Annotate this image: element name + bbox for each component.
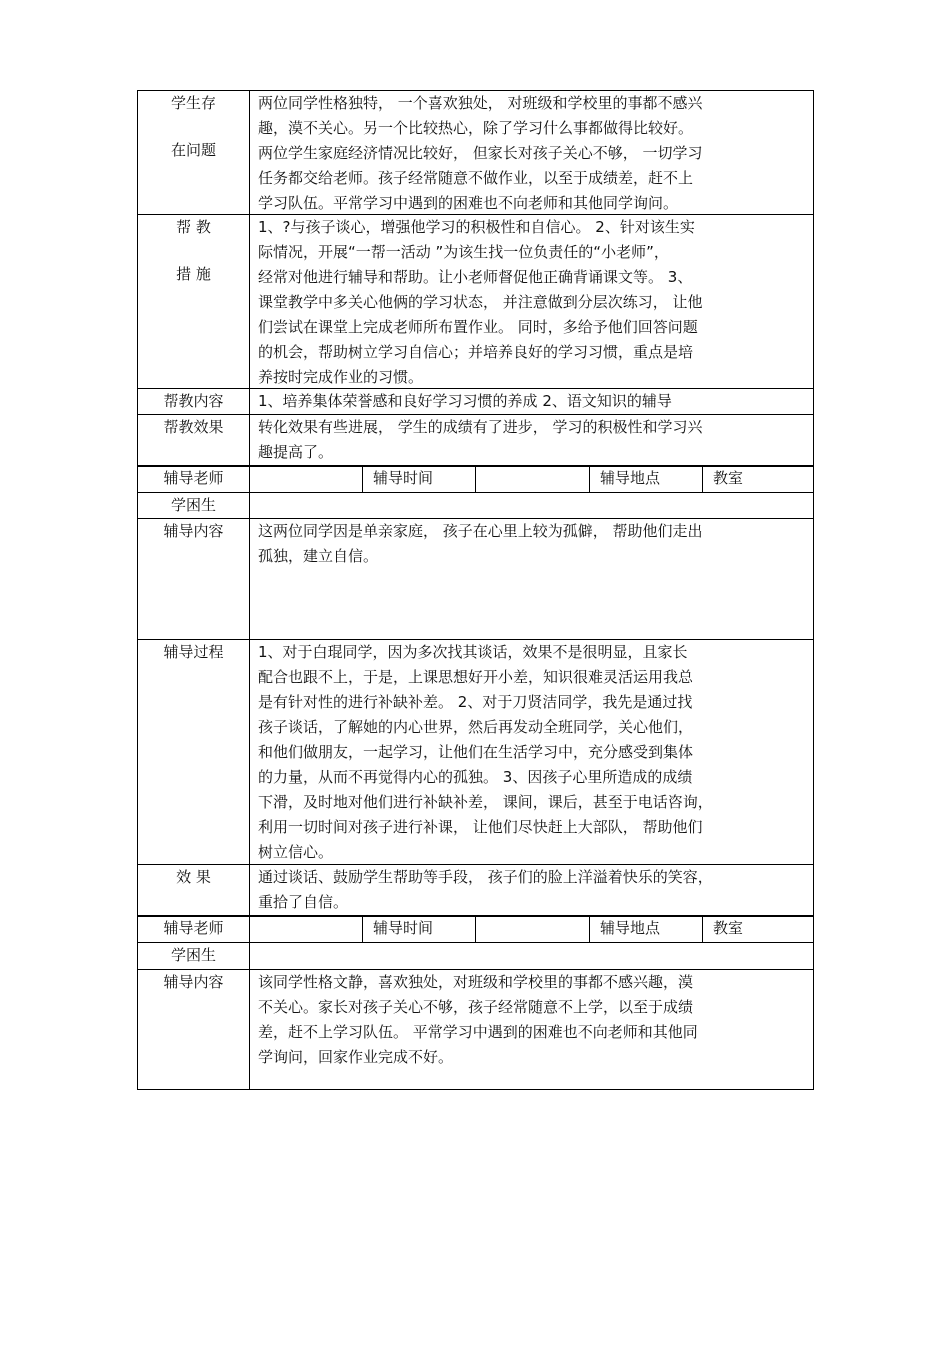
tutor-process-row xyxy=(137,639,814,865)
tutor-content-text-1: 这两位同学因是单亲家庭， 孩子在心里上较为孤僻， 帮助他们走出 孤独，建立自信。 xyxy=(258,522,703,565)
help-effect-label: 帮教效果 xyxy=(138,415,250,465)
tutor-time-label: 辅导时间 xyxy=(363,467,476,492)
measures-label-line1: 帮 教 xyxy=(176,218,211,236)
tutor-place-label-2: 辅导地点 xyxy=(590,917,703,942)
tutor-content-label-2: 辅导内容 xyxy=(138,970,250,1089)
measures-row xyxy=(137,214,814,389)
tutor-time-label-2: 辅导时间 xyxy=(363,917,476,942)
tutor-content-row-1 xyxy=(137,518,814,640)
student-row-2 xyxy=(137,942,814,970)
student-row-1 xyxy=(137,492,814,519)
help-content-label: 帮教内容 xyxy=(138,389,250,414)
problem-label-line1: 学生存 xyxy=(170,94,216,112)
tutor-effect-text: 通过谈话、鼓励学生帮助等手段， 孩子们的脸上洋溢着快乐的笑容， 重拾了自信。 xyxy=(258,868,713,911)
tutor-teacher-label: 辅导老师 xyxy=(138,467,250,492)
tutor-teacher-label-2: 辅导老师 xyxy=(138,917,250,942)
tutor-content-label-1: 辅导内容 xyxy=(138,519,250,639)
tutor-place-value: 教室 xyxy=(713,469,744,487)
tutor-content-row-2 xyxy=(137,969,814,1090)
tutor-process-text: 1、对于白琨同学，因为多次找其谈话，效果不是很明显，且家长 配合也跟不上，于是，上课思想好开小差，知识很难灵活运用我总 是有针对性的进行补缺补差。 2、对于刀贤洁同学，我先是通过找 孩子谈话，了解她的内心世界，然后再发动全班同学，关心他们， 和他们做朋友，一起学习，让他们在生活学习中，充分感受到集体 的力量，从而不再觉得内心的孤独。 3、因孩子心里所造成的成绩 下滑，及时地对他们进行补缺补差， 课间，课后，甚至于电话咨询， 利用一切时间对孩子进行补课， 让他们尽快赶上大部队， 帮助他们 树立信心。 xyxy=(258,643,713,861)
help-content-text: 1、培养集体荣誉感和良好学习习惯的养成 2、语文知识的辅导 xyxy=(258,392,672,410)
tutor-teacher-value-2 xyxy=(250,917,363,942)
problem-label-line2: 在问题 xyxy=(170,141,216,159)
tutor-content-text-2: 该同学性格文静，喜欢独处，对班级和学校里的事都不感兴趣，漠 不关心。家长对孩子关心不够，孩子经常随意不上学，以至于成绩 差，赶不上学习队伍。 平常学习中遇到的困难也不向老师和其他同 学询问，回家作业完成不好。 xyxy=(258,973,698,1066)
measures-text: 1、?与孩子谈心，增强他学习的积极性和自信心。 2、针对该生实 际情况，开展“一帮一活动 ”为该生找一位负责任的“小老师”， 经常对他进行辅导和帮助。让小老师督促他正确背诵课文等。 3、 课堂教学中多关心他俩的学习状态， 并注意做到分层次练习， 让他 们尝试在课堂上完成老师所布置作业。 同时，多给予他们回答问题 的机会，帮助树立学习自信心；并培养良好的学习习惯，重点是培 养按时完成作业的习惯。 xyxy=(258,218,703,386)
measures-label-line2: 措 施 xyxy=(176,265,211,283)
help-effect-text: 转化效果有些进展， 学生的成绩有了进步， 学习的积极性和学习兴 趣提高了。 xyxy=(258,418,703,461)
help-effect-row xyxy=(137,414,814,466)
help-content-row xyxy=(137,388,814,415)
tutor-header-row-2 xyxy=(137,915,814,943)
tutor-process-label: 辅导过程 xyxy=(138,640,250,864)
tutor-header-row-1 xyxy=(137,465,814,493)
measures-label xyxy=(138,215,250,388)
student-label-2: 学困生 xyxy=(138,943,250,969)
tutor-place-label: 辅导地点 xyxy=(590,467,703,492)
problem-row xyxy=(137,90,814,215)
tutor-time-value xyxy=(476,467,590,492)
tutor-teacher-value xyxy=(250,467,363,492)
tutor-time-value-2 xyxy=(476,917,590,942)
problem-label xyxy=(138,91,250,214)
problem-text: 两位同学性格独特， 一个喜欢独处， 对班级和学校里的事都不感兴 趣，漠不关心。另一个比较热心，除了学习什么事都做得比较好。 两位学生家庭经济情况比较好， 但家长对孩子关心不够， 一切学习 任务都交给老师。孩子经常随意不做作业，以至于成绩差，赶不上 学习队伍。平常学习中遇到的困难也不向老师和其他同学询问。 xyxy=(258,94,703,212)
student-label-1: 学困生 xyxy=(138,493,250,518)
tutor-place-value-2: 教室 xyxy=(713,919,744,937)
tutor-effect-label: 效 果 xyxy=(138,865,250,915)
tutor-effect-row xyxy=(137,864,814,916)
